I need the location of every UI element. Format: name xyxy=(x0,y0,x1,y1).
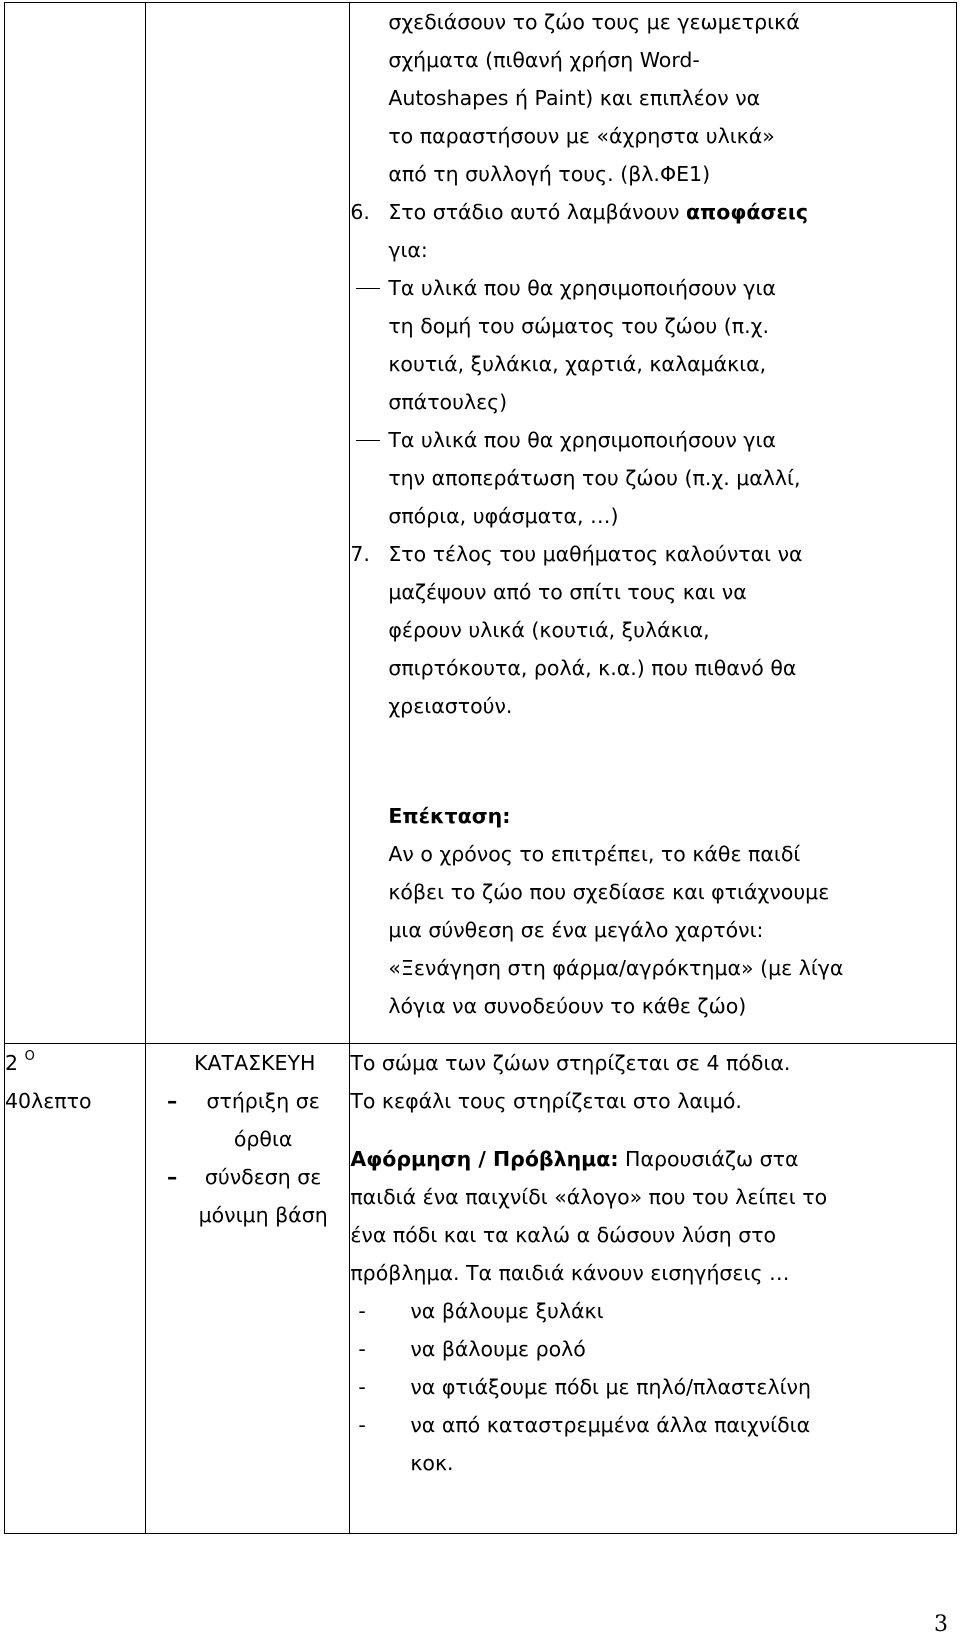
section-title: ΚΑΤΑΣΚΕΥΗ xyxy=(194,1050,316,1075)
table-row xyxy=(5,3,957,1044)
extension-title: Επέκταση: xyxy=(388,804,511,828)
period-duration: 40λεπτο xyxy=(5,1088,92,1113)
intro-paragraph: σχεδιάσουν το ζώο τους με γεωμετρικά σχήματα (πιθανή χρήση Word- Autoshapes ή Paint) και επιπλέον να το παραστήσουν με «άχρηστα υλικά» από τη συλλογή τους. (βλ.ΦΕ1) xyxy=(388,10,800,186)
period-cell xyxy=(5,1043,146,1533)
period-number: 2 $^O$ xyxy=(5,1048,35,1075)
table-row xyxy=(5,1043,957,1533)
list-item: - να βάλουμε ρολό xyxy=(358,1336,586,1361)
list-item-6: 6. Στο στάδιο αυτό λαμβάνουν αποφάσεις για: xyxy=(350,200,808,262)
list-item: - να φτιάξουμε πόδι με πηλό/πλαστελίνη xyxy=(358,1374,811,1399)
extension-paragraph: Επέκταση: Αν ο χρόνος το επιτρέπει, το κάθε παιδί κόβει το ζώο που σχεδίασε και φτιάχνουμε μια σύνθεση σε ένα μεγάλο χαρτόνι: «Ξενάγηση στη φάρμα/αγρόκτημα» (με λίγα λόγια να συνοδεύουν το κάθε ζώο) xyxy=(388,804,844,1018)
list-item-7: 7. Στο τέλος του μαθήματος καλούνται να μαζέψουν από το σπίτι τους και να φέρουν υλικά (κουτιά, ξυλάκια, σπιρτόκουτα, ρολά, κ.α.) που πιθανό θα χρειαστούν. xyxy=(350,542,803,718)
dash-marker xyxy=(388,421,426,535)
dash-marker xyxy=(388,269,426,421)
activity-cell-continuation xyxy=(350,3,957,1044)
lesson-plan-table xyxy=(4,2,957,1534)
list-item: – στήριξη σε όρθια xyxy=(167,1088,320,1151)
problem-label: Αφόρμηση / Πρόβλημα: xyxy=(350,1146,619,1171)
section-cell-empty xyxy=(146,3,350,1044)
list-item: - να βάλουμε ξυλάκι xyxy=(358,1298,604,1323)
problem-paragraph: Αφόρμηση / Πρόβλημα: Παρουσιάζω στα παιδιά ένα παιχνίδι «άλογο» που του λείπει το ένα πόδι και τα καλώ α δώσουν λύση στο πρόβλημα. Τα παιδιά κάνουν εισηγήσεις … xyxy=(350,1146,828,1285)
section-cell xyxy=(146,1043,350,1533)
period-cell-empty xyxy=(5,3,146,1044)
activity-cell: Το σώμα των ζώων στηρίζεται σε 4 πόδια. Το κεφάλι τους στηρίζεται στο λαιμό. Αφόρμηση / Πρόβλημα: Παρουσιάζω στα παιδιά ένα παιχνίδι «άλογο» που του λείπει το ένα πόδι και τα καλώ α δώσουν λύση στο πρόβλημα. Τα παιδιά κάνουν εισηγήσεις … - να βάλουμε ξυλάκι - να βάλουμε ρολό - να φτιάξουμε πόδι με πηλό/πλαστελίνη - να από καταστρεμμένα άλλα παιχνίδια κοκ. xyxy=(350,1043,957,1533)
list-item: - να από καταστρεμμένα άλλα παιχνίδια κοκ. xyxy=(358,1412,811,1475)
list-item: – σύνδεση σε μόνιμη βάση xyxy=(167,1164,328,1227)
page-number: 3 xyxy=(934,1612,948,1637)
decision-item: Τα υλικά που θα χρησιμοποιήσουν για την αποπεράτωση του ζώου (π.χ. μαλλί, σπόρια, υφάσματα, …) xyxy=(350,421,956,535)
decision-item: Τα υλικά που θα χρησιμοποιήσουν για τη δομή του σώματος του ζώου (π.χ. κουτιά, ξυλάκια, χαρτιά, καλαμάκια, σπάτουλες) xyxy=(350,269,956,421)
